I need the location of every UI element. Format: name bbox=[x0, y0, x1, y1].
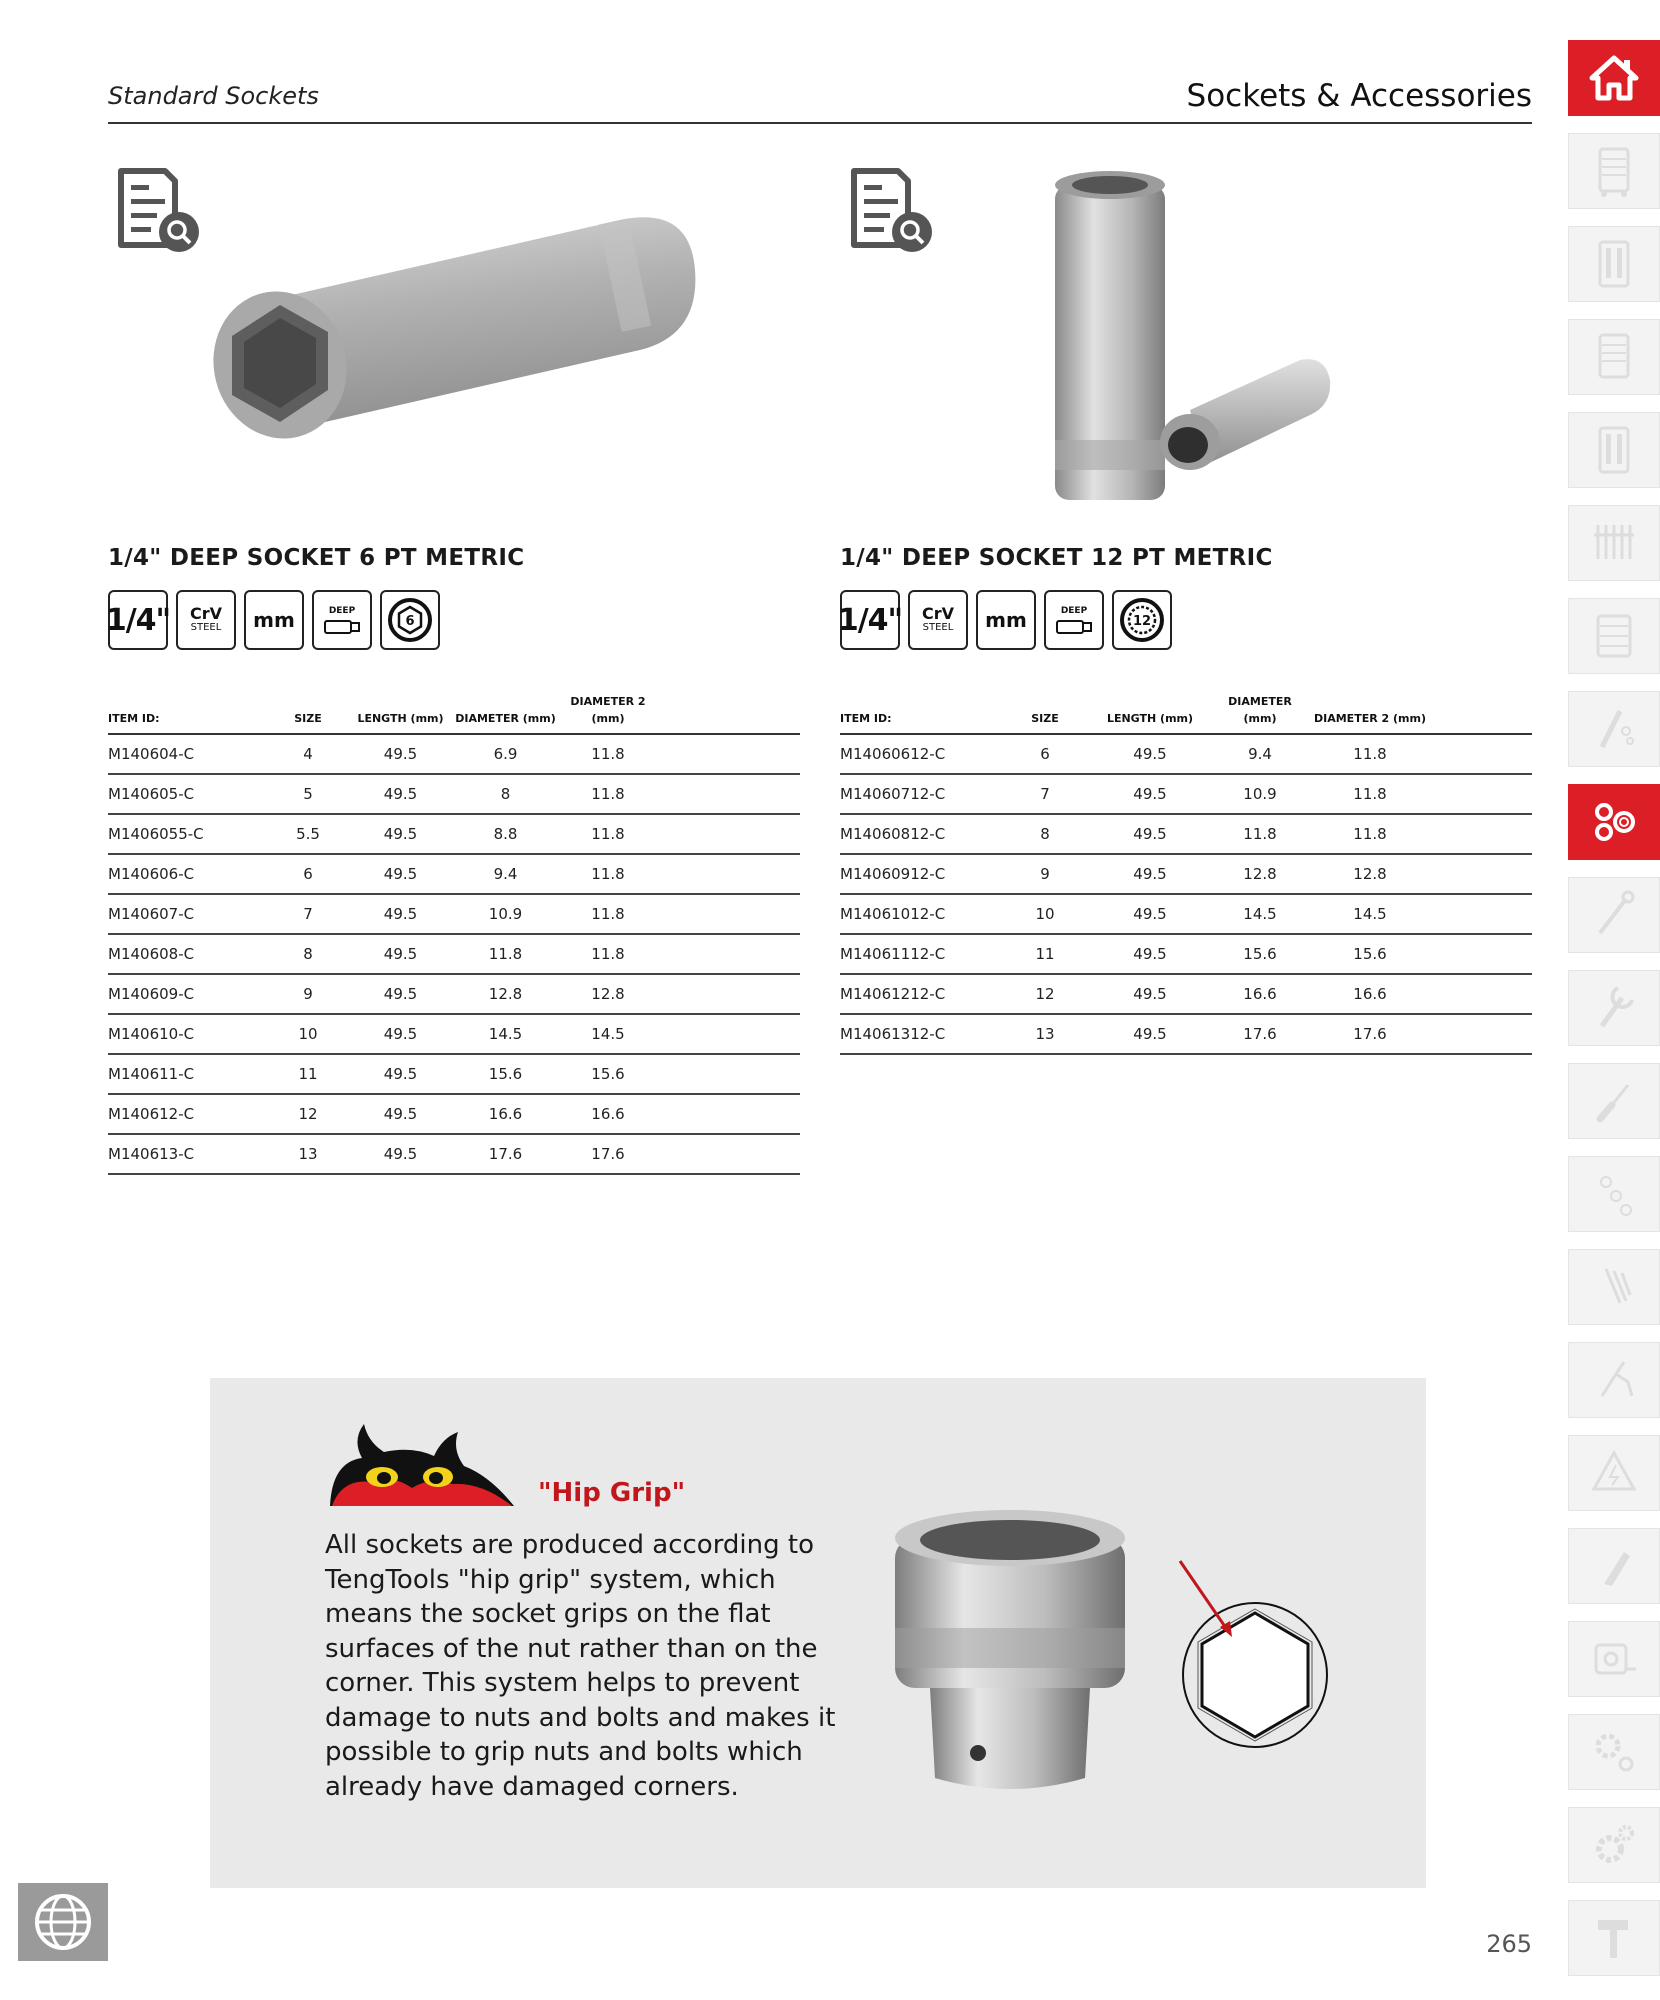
svg-text:12: 12 bbox=[1132, 614, 1152, 629]
gear-tools-icon bbox=[1586, 1724, 1642, 1780]
socket-closeup-image bbox=[890, 1508, 1130, 1798]
diameter-2-cell: 15.6 bbox=[558, 1054, 658, 1094]
diameter-2-cell: 17.6 bbox=[1310, 1014, 1430, 1054]
diameter-cell: 14.5 bbox=[1210, 894, 1310, 934]
size-cell: 6 bbox=[1000, 734, 1090, 774]
length-cell: 49.5 bbox=[348, 1094, 453, 1134]
table-row bbox=[840, 734, 1532, 774]
home-icon bbox=[1586, 50, 1642, 106]
unit-badge: mm bbox=[244, 590, 304, 650]
diameter-2-cell: 16.6 bbox=[558, 1094, 658, 1134]
service-icon bbox=[1586, 1817, 1642, 1873]
length-cell: 49.5 bbox=[1090, 774, 1210, 814]
drive-size-badge: 1/4" bbox=[108, 590, 168, 650]
hammer-icon bbox=[1586, 1910, 1642, 1966]
table-row bbox=[108, 1094, 800, 1134]
diameter-cell: 12.8 bbox=[453, 974, 558, 1014]
sidebar-bit-sets[interactable] bbox=[1568, 1156, 1660, 1232]
header-divider bbox=[108, 122, 1532, 124]
sidebar-bits[interactable] bbox=[1568, 691, 1660, 767]
sidebar-wrenches[interactable] bbox=[1568, 877, 1660, 953]
length-cell: 49.5 bbox=[348, 734, 453, 774]
knife-icon bbox=[1586, 1538, 1642, 1594]
size-cell: 7 bbox=[268, 894, 348, 934]
diameter-2-cell: 16.6 bbox=[1310, 974, 1430, 1014]
size-cell: 5 bbox=[268, 774, 348, 814]
col-length: LENGTH (mm) bbox=[1090, 690, 1210, 734]
diameter-cell: 6.9 bbox=[453, 734, 558, 774]
point-count-badge bbox=[380, 590, 440, 650]
length-cell: 49.5 bbox=[348, 934, 453, 974]
col-size: SIZE bbox=[268, 690, 348, 734]
length-cell: 49.5 bbox=[1090, 1014, 1210, 1054]
item-id-cell: M140606-C bbox=[108, 854, 268, 894]
deep-badge: DEEP bbox=[1044, 590, 1104, 650]
category-title: Sockets & Accessories bbox=[1186, 78, 1532, 114]
item-id-cell: M140612-C bbox=[108, 1094, 268, 1134]
col-item-id: ITEM ID: bbox=[108, 690, 268, 734]
item-id-cell: M14060612-C bbox=[840, 734, 1000, 774]
diameter-2-cell: 17.6 bbox=[558, 1134, 658, 1174]
diameter-2-cell: 11.8 bbox=[558, 894, 658, 934]
deep-socket-12pt-image bbox=[1040, 160, 1340, 530]
diameter-2-cell: 11.8 bbox=[558, 934, 658, 974]
tengtools-devil-logo bbox=[322, 1422, 518, 1506]
deep-socket-icon bbox=[323, 619, 361, 635]
size-cell: 12 bbox=[268, 1094, 348, 1134]
table-row bbox=[108, 1014, 800, 1054]
table-row bbox=[108, 814, 800, 854]
table-row bbox=[840, 894, 1532, 934]
sidebar-workshop[interactable] bbox=[1568, 319, 1660, 395]
table-row bbox=[840, 814, 1532, 854]
item-id-cell: M140613-C bbox=[108, 1134, 268, 1174]
drive-size-badge: 1/4" bbox=[840, 590, 900, 650]
sidebar-knives[interactable] bbox=[1568, 1528, 1660, 1604]
material-badge: CrV STEEL bbox=[176, 590, 236, 650]
six-point-icon bbox=[386, 596, 434, 644]
sidebar-measuring[interactable] bbox=[1568, 1621, 1660, 1697]
table-row bbox=[840, 934, 1532, 974]
unit-badge: mm bbox=[976, 590, 1036, 650]
diameter-cell: 9.4 bbox=[1210, 734, 1310, 774]
table-row bbox=[108, 1134, 800, 1174]
hip-grip-description: All sockets are produced according to TengTools "hip grip" system, which means the socket grips on the flat surfaces of the nut rather than on the corner. This system helps to prevent damage to nuts and bolts and makes it possible to grip nuts and bolts which already have damaged corners. bbox=[325, 1530, 836, 1802]
size-cell: 5.5 bbox=[268, 814, 348, 854]
diameter-cell: 8.8 bbox=[453, 814, 558, 854]
diameter-2-cell: 11.8 bbox=[1310, 774, 1430, 814]
sidebar-home[interactable] bbox=[1568, 40, 1660, 116]
size-cell: 8 bbox=[1000, 814, 1090, 854]
diameter-cell: 10.9 bbox=[453, 894, 558, 934]
length-cell: 49.5 bbox=[1090, 894, 1210, 934]
length-cell: 49.5 bbox=[1090, 974, 1210, 1014]
section-title: Standard Sockets bbox=[108, 82, 319, 110]
tool-tray-icon bbox=[1586, 236, 1642, 292]
hex-key-icon bbox=[1586, 1259, 1642, 1315]
item-id-cell: M14061312-C bbox=[840, 1014, 1000, 1054]
deep-badge: DEEP bbox=[312, 590, 372, 650]
item-id-cell: M14061012-C bbox=[840, 894, 1000, 934]
sockets-icon bbox=[1586, 794, 1642, 850]
col-diameter: DIAMETER (mm) bbox=[1210, 690, 1310, 734]
size-cell: 13 bbox=[268, 1134, 348, 1174]
table-row bbox=[108, 974, 800, 1014]
globe-icon bbox=[31, 1890, 95, 1954]
size-cell: 6 bbox=[268, 854, 348, 894]
item-id-cell: M14060812-C bbox=[840, 814, 1000, 854]
diameter-2-cell: 11.8 bbox=[1310, 814, 1430, 854]
item-id-cell: M140611-C bbox=[108, 1054, 268, 1094]
table-row bbox=[840, 974, 1532, 1014]
col-diameter: DIAMETER (mm) bbox=[453, 690, 558, 734]
page-number: 265 bbox=[1486, 1930, 1532, 1958]
table-header bbox=[108, 690, 800, 734]
diameter-2-cell: 15.6 bbox=[1310, 934, 1430, 974]
sidebar-tool-trays[interactable] bbox=[1568, 226, 1660, 302]
tool-cabinet-icon bbox=[1586, 329, 1642, 385]
pliers-icon bbox=[1586, 1352, 1642, 1408]
tool-cabinet-icon bbox=[1586, 143, 1642, 199]
diameter-2-cell: 11.8 bbox=[558, 774, 658, 814]
col-item-id: ITEM ID: bbox=[840, 690, 1000, 734]
diameter-cell: 17.6 bbox=[1210, 1014, 1310, 1054]
table-row bbox=[108, 734, 800, 774]
sidebar-adjustable-wrenches[interactable] bbox=[1568, 970, 1660, 1046]
table-row bbox=[840, 774, 1532, 814]
sidebar-tool-sets[interactable] bbox=[1568, 505, 1660, 581]
diameter-cell: 14.5 bbox=[453, 1014, 558, 1054]
length-cell: 49.5 bbox=[1090, 854, 1210, 894]
insulated-tools-icon bbox=[1586, 1445, 1642, 1501]
diameter-cell: 11.8 bbox=[1210, 814, 1310, 854]
diameter-2-cell: 11.8 bbox=[1310, 734, 1430, 774]
point-count-badge bbox=[1112, 590, 1172, 650]
item-id-cell: M1406055-C bbox=[108, 814, 268, 854]
spec-table-12pt bbox=[840, 690, 1532, 1055]
deep-socket-6pt-image bbox=[200, 200, 720, 510]
sidebar-tool-cabinets[interactable] bbox=[1568, 133, 1660, 209]
length-cell: 49.5 bbox=[348, 974, 453, 1014]
size-cell: 7 bbox=[1000, 774, 1090, 814]
deep-socket-icon bbox=[1055, 619, 1093, 635]
item-id-cell: M14061112-C bbox=[840, 934, 1000, 974]
length-cell: 49.5 bbox=[348, 1054, 453, 1094]
item-id-cell: M140605-C bbox=[108, 774, 268, 814]
sidebar-screwdrivers[interactable] bbox=[1568, 1063, 1660, 1139]
hip-grip-title: "Hip Grip" bbox=[538, 1478, 686, 1508]
item-id-cell: M140607-C bbox=[108, 894, 268, 934]
sidebar-service[interactable] bbox=[1568, 1807, 1660, 1883]
sidebar-gear-tools[interactable] bbox=[1568, 1714, 1660, 1790]
length-cell: 49.5 bbox=[1090, 934, 1210, 974]
diameter-2-cell: 11.8 bbox=[558, 814, 658, 854]
size-cell: 12 bbox=[1000, 974, 1090, 1014]
size-cell: 11 bbox=[268, 1054, 348, 1094]
svg-text:6: 6 bbox=[405, 614, 415, 629]
sidebar-hex-keys[interactable] bbox=[1568, 1249, 1660, 1325]
diameter-cell: 16.6 bbox=[1210, 974, 1310, 1014]
length-cell: 49.5 bbox=[348, 814, 453, 854]
bit-set-icon bbox=[1586, 1166, 1642, 1222]
item-id-cell: M14060912-C bbox=[840, 854, 1000, 894]
adjustable-wrench-icon bbox=[1586, 980, 1642, 1036]
length-cell: 49.5 bbox=[348, 854, 453, 894]
table-row bbox=[840, 1014, 1532, 1054]
size-cell: 10 bbox=[1000, 894, 1090, 934]
sidebar-hammers[interactable] bbox=[1568, 1900, 1660, 1976]
datasheet-icon[interactable] bbox=[846, 165, 936, 255]
item-id-cell: M140609-C bbox=[108, 974, 268, 1014]
col-length: LENGTH (mm) bbox=[348, 690, 453, 734]
length-cell: 49.5 bbox=[348, 1014, 453, 1054]
item-id-cell: M14061212-C bbox=[840, 974, 1000, 1014]
length-cell: 49.5 bbox=[348, 1134, 453, 1174]
table-row bbox=[108, 1054, 800, 1094]
tool-set-icon bbox=[1586, 515, 1642, 571]
item-id-cell: M140610-C bbox=[108, 1014, 268, 1054]
tool-cabinet-icon bbox=[1586, 608, 1642, 664]
sidebar-foam-trays[interactable] bbox=[1568, 412, 1660, 488]
diameter-cell: 15.6 bbox=[1210, 934, 1310, 974]
size-cell: 4 bbox=[268, 734, 348, 774]
diameter-cell: 8 bbox=[453, 774, 558, 814]
length-cell: 49.5 bbox=[1090, 814, 1210, 854]
bits-icon bbox=[1586, 701, 1642, 757]
product-title: 1/4" DEEP SOCKET 12 PT METRIC bbox=[840, 545, 1273, 571]
table-row bbox=[108, 774, 800, 814]
product-title: 1/4" DEEP SOCKET 6 PT METRIC bbox=[108, 545, 525, 571]
diameter-cell: 16.6 bbox=[453, 1094, 558, 1134]
col-diameter-2: DIAMETER 2 (mm) bbox=[1310, 690, 1430, 734]
diameter-2-cell: 14.5 bbox=[1310, 894, 1430, 934]
sidebar-insulated-tools[interactable] bbox=[1568, 1435, 1660, 1511]
diameter-cell: 17.6 bbox=[453, 1134, 558, 1174]
size-cell: 9 bbox=[268, 974, 348, 1014]
col-diameter-2: DIAMETER 2 (mm) bbox=[558, 690, 658, 734]
sidebar-tool-storage[interactable] bbox=[1568, 598, 1660, 674]
item-id-cell: M14060712-C bbox=[840, 774, 1000, 814]
diameter-2-cell: 11.8 bbox=[558, 734, 658, 774]
length-cell: 49.5 bbox=[1090, 734, 1210, 774]
tool-tray-icon bbox=[1586, 422, 1642, 478]
screwdriver-icon bbox=[1586, 1073, 1642, 1129]
size-cell: 13 bbox=[1000, 1014, 1090, 1054]
size-cell: 9 bbox=[1000, 854, 1090, 894]
sidebar-pliers[interactable] bbox=[1568, 1342, 1660, 1418]
table-row bbox=[108, 894, 800, 934]
wrench-icon bbox=[1586, 887, 1642, 943]
table-header bbox=[840, 690, 1532, 734]
measuring-icon bbox=[1586, 1631, 1642, 1687]
diameter-cell: 12.8 bbox=[1210, 854, 1310, 894]
material-badge: CrV STEEL bbox=[908, 590, 968, 650]
diameter-cell: 15.6 bbox=[453, 1054, 558, 1094]
length-cell: 49.5 bbox=[348, 894, 453, 934]
diameter-2-cell: 12.8 bbox=[1310, 854, 1430, 894]
diameter-cell: 9.4 bbox=[453, 854, 558, 894]
website-link[interactable] bbox=[18, 1883, 108, 1961]
item-id-cell: M140608-C bbox=[108, 934, 268, 974]
item-id-cell: M140604-C bbox=[108, 734, 268, 774]
diameter-2-cell: 11.8 bbox=[558, 854, 658, 894]
spec-badges bbox=[837, 590, 1172, 650]
table-row bbox=[108, 854, 800, 894]
length-cell: 49.5 bbox=[348, 774, 453, 814]
col-size: SIZE bbox=[1000, 690, 1090, 734]
table-row bbox=[108, 934, 800, 974]
diameter-cell: 10.9 bbox=[1210, 774, 1310, 814]
hip-grip-diagram bbox=[1170, 1555, 1330, 1755]
sidebar-sockets[interactable] bbox=[1568, 784, 1660, 860]
size-cell: 10 bbox=[268, 1014, 348, 1054]
twelve-point-icon bbox=[1118, 596, 1166, 644]
size-cell: 11 bbox=[1000, 934, 1090, 974]
diameter-2-cell: 14.5 bbox=[558, 1014, 658, 1054]
spec-table-6pt bbox=[108, 690, 800, 1175]
datasheet-icon[interactable] bbox=[113, 165, 203, 255]
size-cell: 8 bbox=[268, 934, 348, 974]
table-row bbox=[840, 854, 1532, 894]
diameter-2-cell: 12.8 bbox=[558, 974, 658, 1014]
spec-badges bbox=[105, 590, 440, 650]
diameter-cell: 11.8 bbox=[453, 934, 558, 974]
